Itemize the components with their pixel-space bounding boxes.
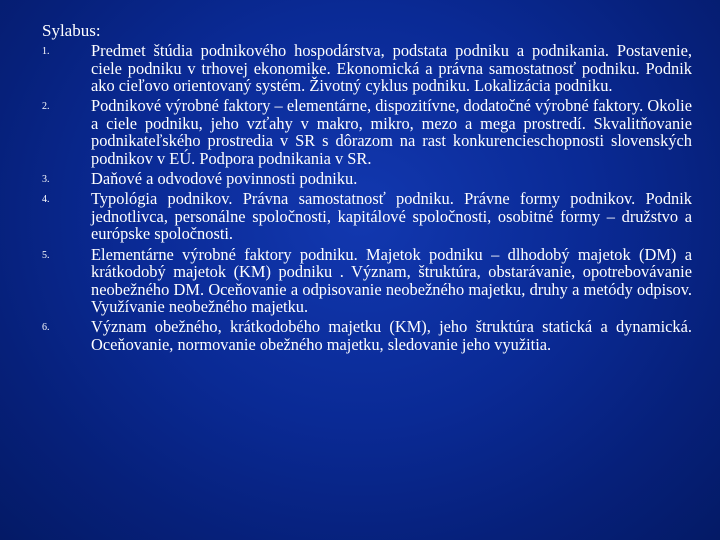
slide-title: Sylabus: xyxy=(42,21,101,40)
item-number: 1. xyxy=(42,46,50,57)
item-number: 2. xyxy=(42,101,50,113)
item-text: Predmet štúdia podnikového hospodárstva, podstata podniku a podnikania. Postavenie, ciele podniku v trhovej ekonomike. Ekonomická a právna samostatnosť podniku. Podnik ako cieľovo orientovaný systém. Životný cyklus podniku. Lokalizácia podniku. xyxy=(91,41,692,96)
item-number: 4. xyxy=(42,194,50,206)
item-text: Význam obežného, krátkodobého majetku (KM), jeho štruktúra statická a dynamická. Oceňovanie, normovanie obežného majetku, sledovanie jeho využitia. xyxy=(91,317,692,354)
list-item xyxy=(42,246,692,316)
item-number: 6. xyxy=(42,322,50,334)
list-item xyxy=(42,42,692,95)
list-item xyxy=(42,97,692,167)
list-item xyxy=(42,190,692,243)
list-item xyxy=(42,170,692,188)
item-number: 3. xyxy=(42,174,50,186)
slide-content xyxy=(42,20,692,356)
item-text: Elementárne výrobné faktory podniku. Majetok podniku – dlhodobý majetok (DM) a krátkodobý majetok (KM) podniku . Význam, štruktúra, obstarávanie, opotrebovávanie neobežného DM. Oceňovanie a odpisovanie neobežného majetku, druhy a metódy odpisov. Využívanie neobežného majetku. xyxy=(91,244,692,317)
item-number: 5. xyxy=(42,249,50,261)
syllabus-list xyxy=(42,42,692,354)
list-item xyxy=(42,318,692,353)
item-text: Typológia podnikov. Právna samostatnosť podniku. Právne formy podnikov. Podnik jednotlivca, personálne spoločnosti, kapitálové spoločnosti, osobitné formy – družstvo a európske spoločnosti. xyxy=(91,189,692,244)
item-text: Daňové a odvodové povinnosti podniku. xyxy=(91,169,358,189)
item-text: Podnikové výrobné faktory – elementárne, dispozitívne, dodatočné výrobné faktory. Okolie a ciele podniku, jeho vzťahy v makro, mikro, mezo a mega prostredí. Skvalitňovanie podnikateľského prostredia v SR s dôrazom na rast konkurencieschopnosti slovenských podnikov v EÚ. Podpora podnikania v SR. xyxy=(91,96,692,169)
